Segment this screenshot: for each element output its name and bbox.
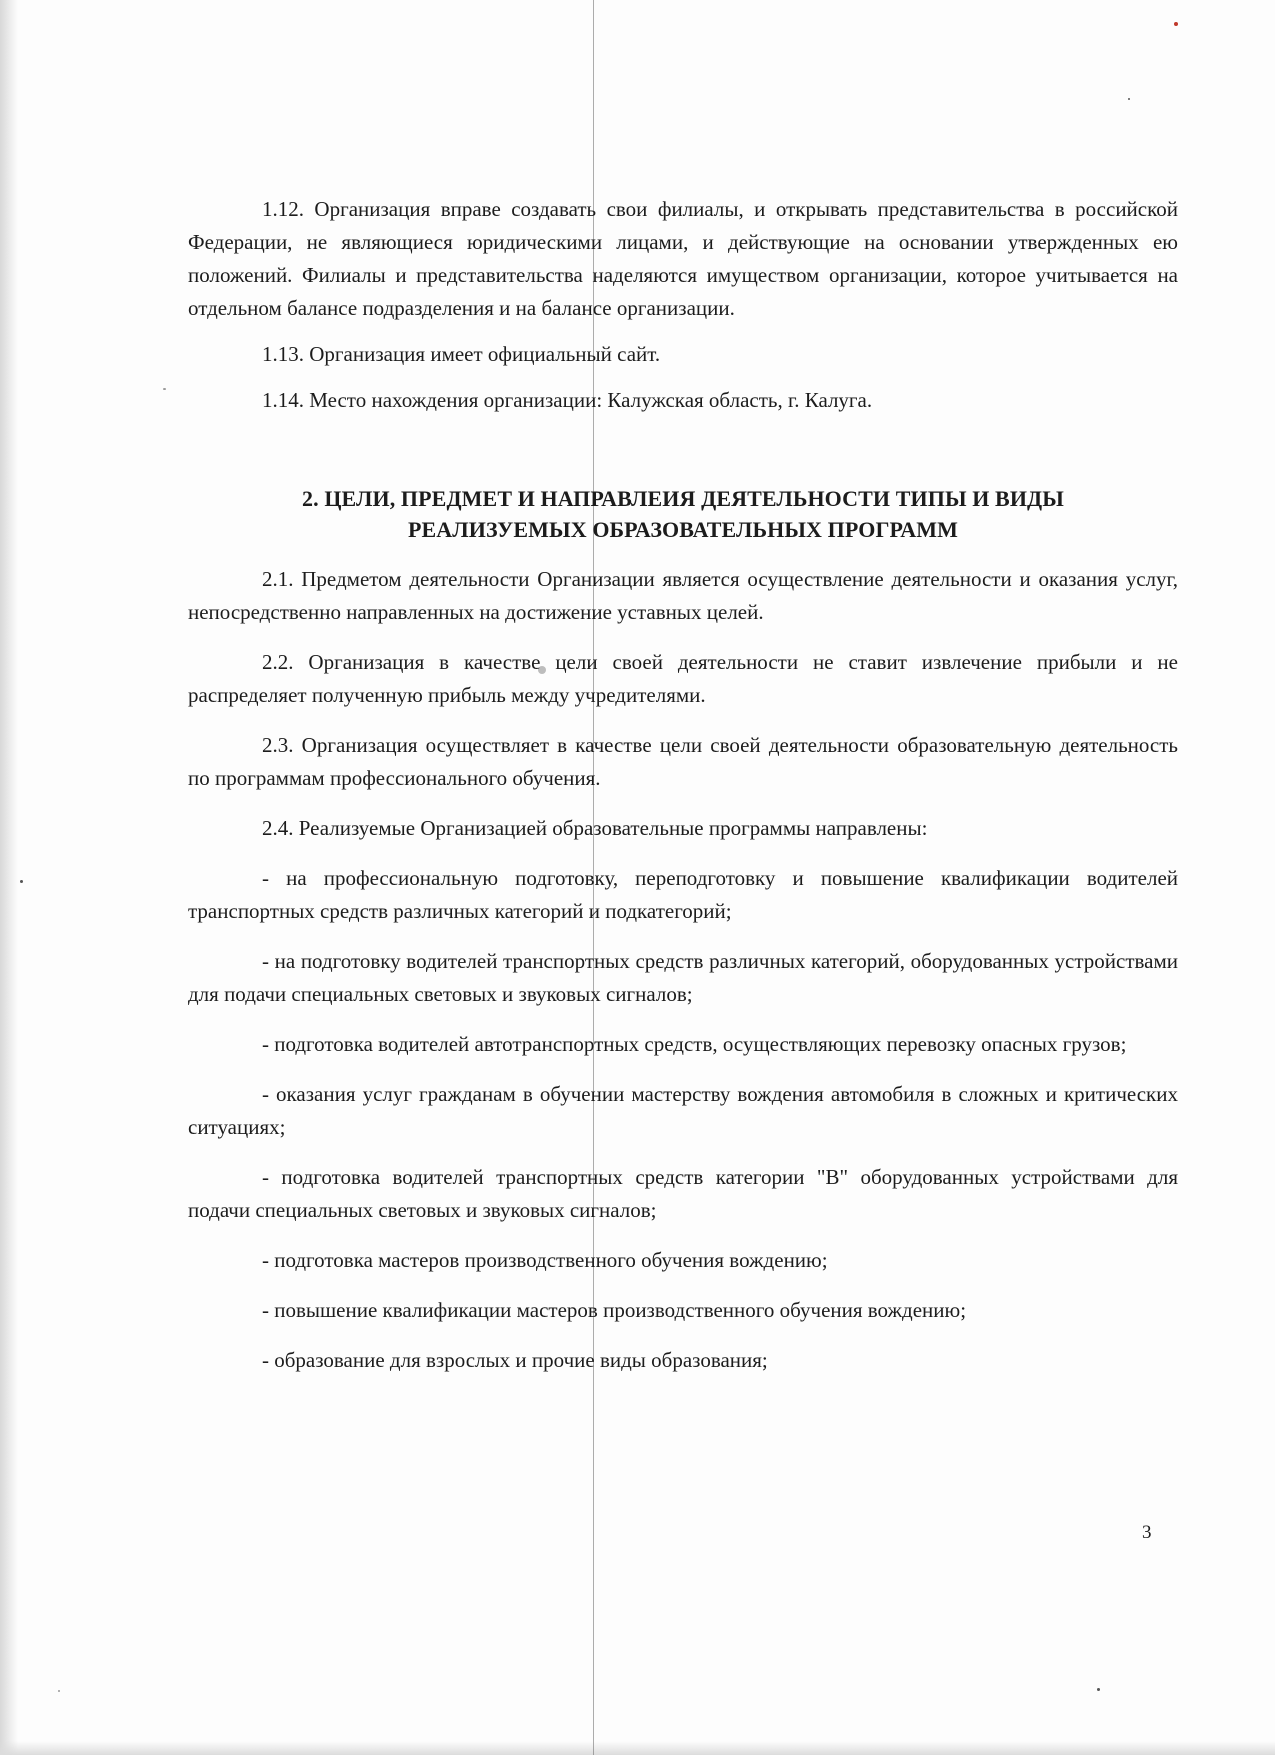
list-item: - на профессиональную подготовку, переподготовку и повышение квалификации водителей транспортных средств различных категорий и подкатегорий;	[188, 866, 1178, 923]
list-item: - подготовка мастеров производственного обучения вождению;	[262, 1248, 828, 1272]
list-item: - подготовка водителей автотранспортных средств, осуществляющих перевозку опасных грузов;	[262, 1032, 1127, 1056]
scan-speck	[1174, 22, 1178, 26]
section-heading	[188, 483, 1178, 545]
scan-speck	[1097, 1688, 1100, 1691]
scan-speck	[58, 1690, 60, 1692]
scan-speck	[163, 388, 166, 390]
paragraph-1-12: 1.12. Организация вправе создавать свои филиалы, и открывать представительства в российской Федерации, не являющиеся юридическими лицами, и действующие на основании утвержденных ею положений. Филиалы и представительства наделяются имуществом организации, которое учитывается на отдельном балансе подразделения и на балансе организации.	[188, 197, 1178, 320]
scan-speck	[20, 880, 23, 883]
paragraph-1-13: 1.13. Организация имеет официальный сайт.	[262, 342, 661, 366]
document-body	[188, 193, 1178, 1377]
paragraph-2-3: 2.3. Организация осуществляет в качестве цели своей деятельности образовательную деятельность по программам профессионального обучения.	[188, 733, 1178, 790]
page-number: 3	[1142, 1522, 1152, 1543]
paragraph-2-1: 2.1. Предметом деятельности Организации является осуществление деятельности и оказания услуг, непосредственно направленных на достижение уставных целей.	[188, 567, 1178, 624]
scan-edge-shadow	[0, 0, 18, 1755]
list-item: - подготовка водителей транспортных средств категории "В" оборудованных устройствами для подачи специальных световых и звуковых сигналов;	[188, 1165, 1178, 1222]
list-item: - образование для взрослых и прочие виды образования;	[262, 1348, 768, 1372]
list-item: - оказания услуг гражданам в обучении мастерству вождения автомобиля в сложных и критических ситуациях;	[188, 1082, 1178, 1139]
scan-speck	[1128, 98, 1130, 100]
paragraph-1-14: 1.14. Место нахождения организации: Калужская область, г. Калуга.	[262, 388, 873, 412]
list-item: - на подготовку водителей транспортных средств различных категорий, оборудованных устройствами для подачи специальных световых и звуковых сигналов;	[188, 949, 1178, 1006]
scan-bottom-edge	[0, 1741, 1275, 1755]
section-heading-line1: 2. ЦЕЛИ, ПРЕДМЕТ И НАПРАВЛЕИЯ ДЕЯТЕЛЬНОСТИ ТИПЫ И ВИДЫ	[302, 486, 1064, 511]
section-heading-line2: РЕАЛИЗУЕМЫХ ОБРАЗОВАТЕЛЬНЫХ ПРОГРАММ	[407, 517, 958, 542]
list-item: - повышение квалификации мастеров производственного обучения вождению;	[262, 1298, 967, 1322]
paragraph-2-2: 2.2. Организация в качестве цели своей деятельности не ставит извлечение прибыли и не распределяет полученную прибыль между учредителями.	[188, 650, 1178, 707]
paragraph-2-4: 2.4. Реализуемые Организацией образовательные программы направлены:	[262, 816, 928, 840]
